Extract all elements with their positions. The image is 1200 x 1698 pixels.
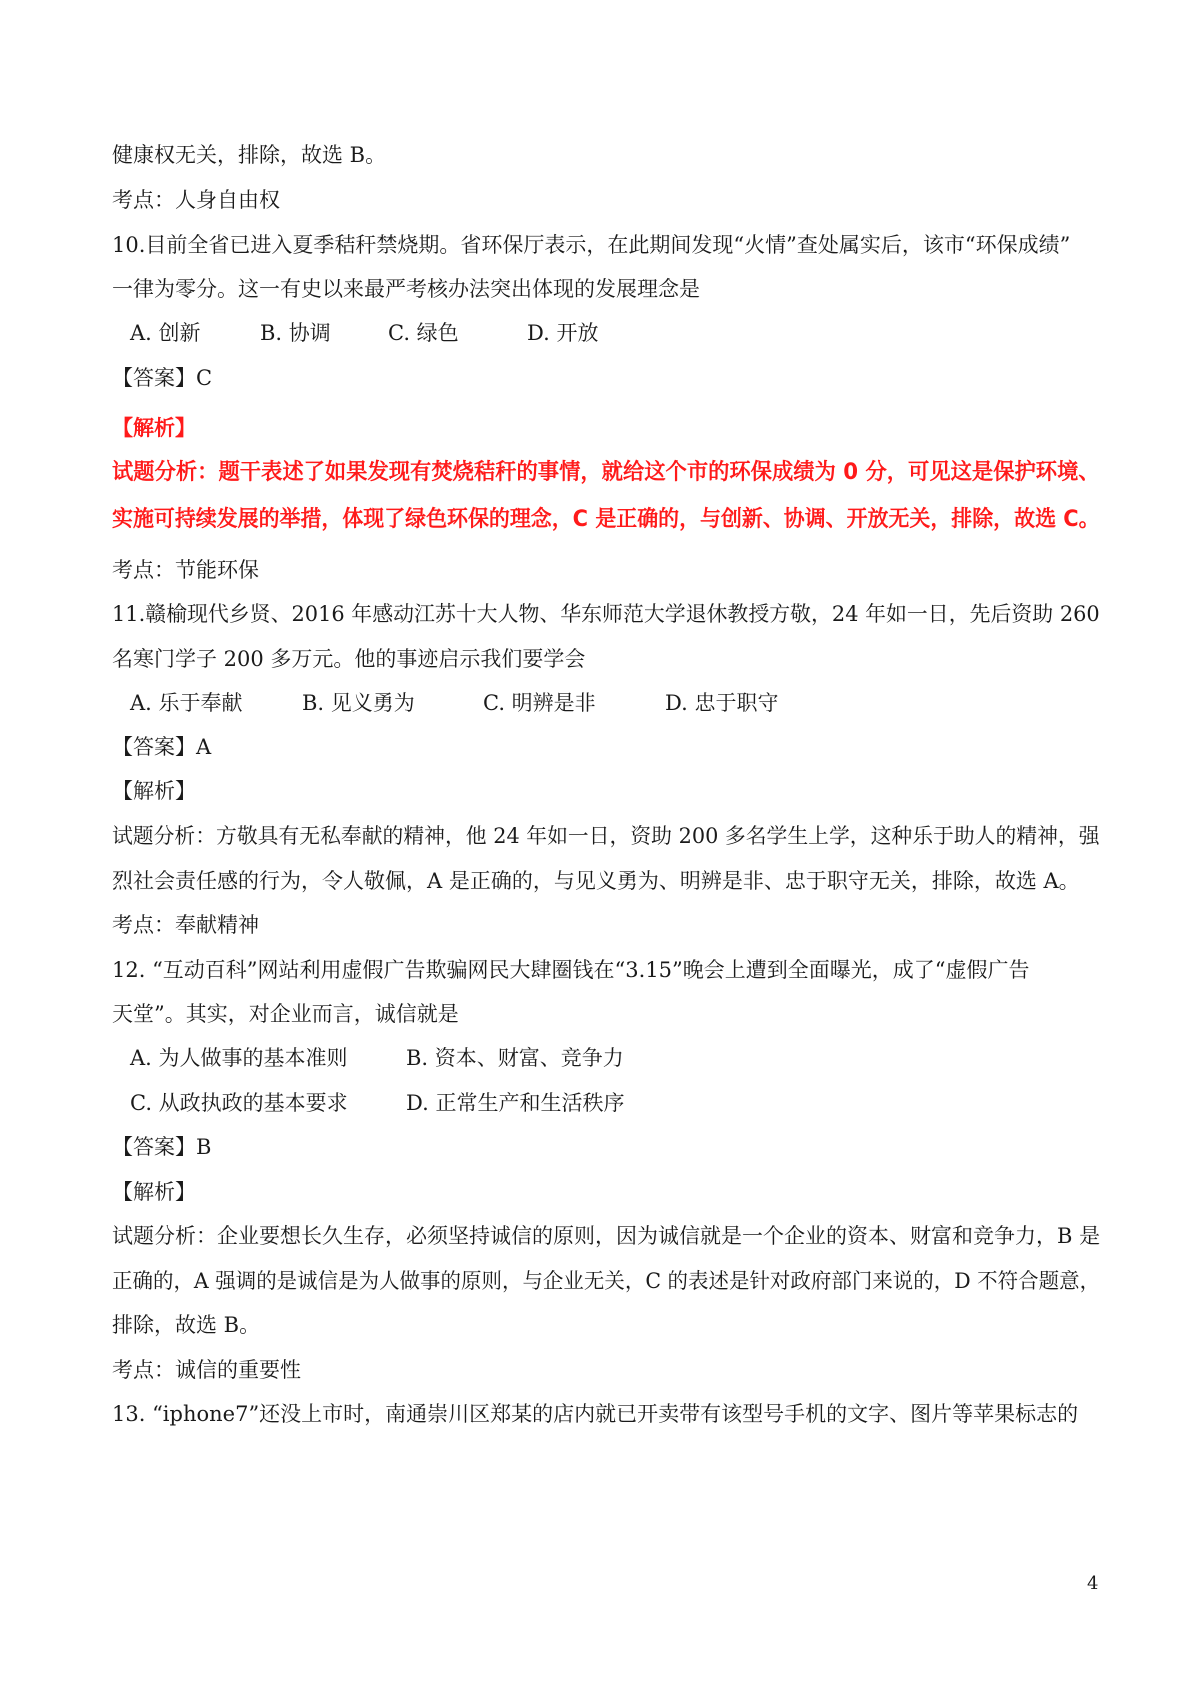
q12-kaodian: 考点：诚信的重要性 [112, 1358, 301, 1382]
question-11-line-1: 11.赣榆现代乡贤、2016 年感动江苏十大人物、华东师范大学退休教授方敬，24 年如一日，先后资助 260 [112, 602, 1100, 626]
page-number: 4 [1087, 1573, 1099, 1594]
question-11-line-2: 名寒门学子 200 多万元。他的事迹启示我们要学会 [112, 647, 586, 671]
q11-analysis-heading: 【解析】 [112, 779, 196, 803]
question-10-line-1: 10.目前全省已进入夏季秸秆禁烧期。省环保厅表示，在此期间发现“火情”查处属实后，该市“环保成绩” [112, 233, 1071, 257]
q10-analysis-heading: 【解析】 [112, 416, 196, 440]
q11-answer: 【答案】A [112, 735, 212, 759]
q11-option-d: D. 忠于职守 [665, 691, 779, 715]
q10-option-a: A. 创新 [130, 321, 201, 345]
q12-option-b: B. 资本、财富、竞争力 [406, 1046, 624, 1070]
q12-option-c: C. 从政执政的基本要求 [130, 1091, 348, 1115]
kaodian-line: 考点：人身自由权 [112, 188, 280, 212]
q12-option-d: D. 正常生产和生活秩序 [406, 1091, 625, 1115]
question-12-line-2: 天堂”。其实，对企业而言，诚信就是 [112, 1002, 459, 1026]
text-line: 健康权无关，排除，故选 B。 [112, 143, 387, 167]
q12-analysis-line-1: 试题分析：企业要想长久生存，必须坚持诚信的原则，因为诚信就是一个企业的资本、财富和竞争力，B 是 [112, 1224, 1101, 1248]
q10-answer: 【答案】C [112, 366, 213, 390]
q12-analysis-line-3: 排除，故选 B。 [112, 1313, 261, 1337]
q10-option-b: B. 协调 [260, 321, 331, 345]
q12-analysis-line-2: 正确的，A 强调的是诚信是为人做事的原则，与企业无关，C 的表述是针对政府部门来说的，D 不符合题意， [112, 1269, 1101, 1293]
q12-analysis-heading: 【解析】 [112, 1180, 196, 1204]
q11-analysis-line-1: 试题分析：方敬具有无私奉献的精神，他 24 年如一日，资助 200 多名学生上学，这种乐于助人的精神，强 [112, 824, 1100, 848]
q11-kaodian: 考点：奉献精神 [112, 913, 259, 937]
q12-option-a: A. 为人做事的基本准则 [130, 1046, 348, 1070]
q11-option-b: B. 见义勇为 [302, 691, 415, 715]
question-12-line-1: 12. “互动百科”网站利用虚假广告欺骗网民大肆圈钱在“3.15”晚会上遭到全面曝光，成了“虚假广告 [112, 958, 1030, 982]
q12-answer: 【答案】B [112, 1135, 212, 1159]
q10-kaodian: 考点：节能环保 [112, 558, 259, 582]
q10-analysis-line-1: 试题分析：题干表述了如果发现有焚烧秸秆的事情，就给这个市的环保成绩为 0 分，可见这是保护环境、 [112, 460, 1100, 485]
q11-option-c: C. 明辨是非 [483, 691, 596, 715]
q11-option-a: A. 乐于奉献 [130, 691, 243, 715]
q10-option-c: C. 绿色 [388, 321, 459, 345]
q11-analysis-line-2: 烈社会责任感的行为，令人敬佩，A 是正确的，与见义勇为、明辨是非、忠于职守无关，排除，故选 A。 [112, 869, 1080, 893]
q10-option-d: D. 开放 [527, 321, 599, 345]
q10-analysis-line-2: 实施可持续发展的举措，体现了绿色环保的理念，C 是正确的，与创新、协调、开放无关，排除，故选 C。 [112, 507, 1100, 532]
question-13-line-1: 13. “iphone7”还没上市时，南通崇川区郑某的店内就已开卖带有该型号手机的文字、图片等苹果标志的 [112, 1402, 1079, 1426]
question-10-line-2: 一律为零分。这一有史以来最严考核办法突出体现的发展理念是 [112, 277, 700, 301]
